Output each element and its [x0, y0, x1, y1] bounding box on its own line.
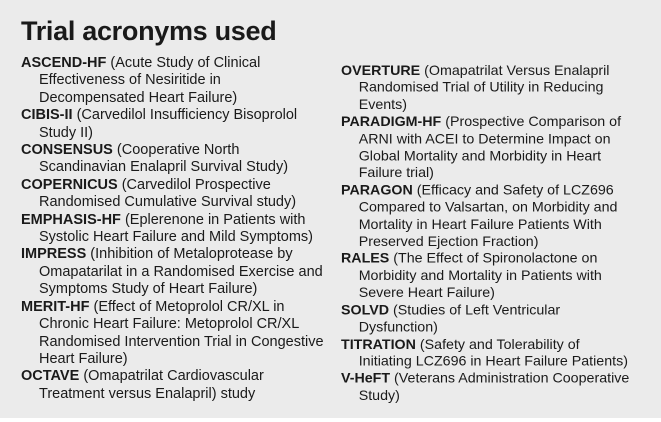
acronym-entry [341, 63, 636, 114]
acronym: RALES [341, 251, 390, 267]
left-column [21, 55, 326, 403]
acronym-definition: (Efficacy and Safety of LCZ696 Compared to Valsartan, on Morbidity and Mortality in Heart Failure Patients With Preserved Ejection Fraction) [358, 182, 618, 250]
acronym: OVERTURE [341, 63, 421, 79]
acronym-definition: (Omapatrilat Cardiovascular Treatment versus Enalapril) study [39, 368, 264, 402]
acronym-definition: (Safety and Tolerability of Initiating LCZ696 in Heart Failure Patients) [358, 336, 628, 370]
acronym-definition: (Studies of Left Ventricular Dysfunction) [358, 302, 561, 336]
acronym-entry [341, 371, 636, 405]
acronym-entry [21, 177, 326, 212]
panel-title: Trial acronyms used [21, 16, 277, 46]
acronym-entry [341, 337, 636, 371]
acronym-entry [21, 142, 326, 177]
acronym: COPERNICUS [21, 176, 118, 193]
acronym-entry [341, 302, 636, 336]
acronym: OCTAVE [21, 368, 80, 385]
acronym: MERIT-HF [21, 298, 90, 315]
acronym-definition: (The Effect of Spironolactone on Morbidity and Mortality in Patients with Severe Heart Failure) [358, 251, 602, 302]
acronym-entry [21, 107, 326, 142]
acronym: CIBIS-II [21, 107, 73, 124]
acronym: V-HeFT [341, 370, 391, 387]
acronym-definition: (Veterans Administration Cooperative Study) [358, 370, 630, 404]
acronym: PARAGON [341, 182, 413, 199]
acronym: IMPRESS [21, 246, 87, 263]
acronym: ASCEND-HF [21, 55, 107, 71]
right-column [341, 63, 636, 405]
acronym-definition: (Eplerenone in Patients with Systolic Heart Failure and Mild Symptoms) [39, 211, 313, 246]
acronym-entry [21, 246, 326, 298]
acronym: SOLVD [341, 302, 390, 319]
acronym-definition: (Omapatrilat Versus Enalapril Randomised Trial of Utility in Reducing Events) [358, 63, 610, 113]
acronym-definition: (Acute Study of Clinical Effectiveness of Nesiritide in Decompensated Heart Failure) [39, 55, 261, 106]
acronym-entry [21, 299, 326, 369]
acronym-entry [341, 183, 636, 251]
acronym-definition: (Cooperative North Scandinavian Enalapril Survival Study) [39, 142, 289, 176]
acronym: PARADIGM-HF [341, 114, 442, 131]
acronym-entry [21, 55, 326, 107]
acronym-definition: (Inhibition of Metaloprotease by Omapatarilat in a Randomised Exercise and Symptoms Study of Heart Failure) [39, 246, 323, 298]
acronym-definition: (Effect of Metoprolol CR/XL in Chronic Heart Failure: Metoprolol CR/XL Randomised Intervention Trial in Congestive Heart Failure) [39, 298, 324, 367]
acronym-entry [21, 212, 326, 247]
acronym-definition: (Carvedilol Insufficiency Bisoprolol Study II) [39, 107, 298, 141]
acronym: TITRATION [341, 336, 416, 353]
acronym: EMPHASIS-HF [21, 211, 121, 228]
acronym-entry [341, 251, 636, 302]
acronym-definition: (Carvedilol Prospective Randomised Cumulative Survival study) [39, 176, 297, 211]
acronym-entry [341, 114, 636, 182]
acronym: CONSENSUS [21, 142, 113, 159]
acronym-entry [21, 368, 326, 403]
acronym-definition: (Prospective Comparison of ARNI with ACEI to Determine Impact on Global Mortality and Morbidity in Heart Failure trial) [358, 114, 622, 182]
